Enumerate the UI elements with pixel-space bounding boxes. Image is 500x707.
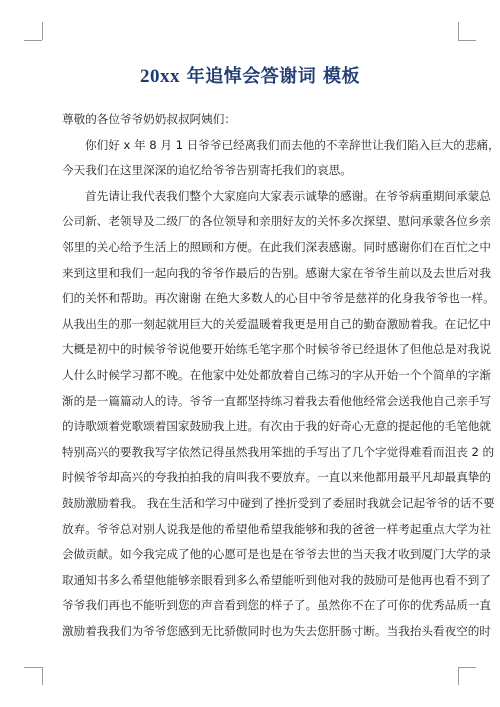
crop-mark-bottom-left-horizontal: [24, 667, 42, 668]
body-line: 激励着我我们为爷爷您感到无比骄傲同时也为失去您肝肠寸断。当我抬头看夜空的时: [62, 623, 491, 638]
body-line: 们的关怀和帮助。再次谢谢 在绝大多数人的心目中爷爷是慈祥的化身我爷爷也一样。: [62, 291, 495, 306]
body-line: 从我出生的那一刻起就用巨大的关爱温暖着我更是用自己的勤奋激励着我。在记忆中: [62, 316, 491, 331]
body-line: 公司新、老领导及二级厂的各位领导和亲朋好友的关怀多次探望、慰问承蒙各位乡亲: [62, 214, 491, 229]
body-line: 特别高兴的要教我写字依然记得虽然我用笨拙的手写出了几个字觉得难看而沮丧 2 的: [62, 444, 495, 459]
crop-mark-top-left-horizontal: [24, 40, 42, 41]
body-line: 人什么时候学习都不晚。在他家中处处都放着自己练习的字从开始一个个简单的字渐: [62, 367, 491, 382]
body-line: 取通知书多么希望他能够亲眼看到多么希望能听到他对我的鼓励可是他再也看不到了: [62, 572, 491, 587]
body-line: 放弃。爷爷总对别人说我是他的希望他希望我能够和我的爸爸一样考起重点大学为社: [62, 521, 491, 536]
document-body: [62, 107, 500, 644]
body-line: 大概是初中的时候爷爷说他要开始练毛笔字那个时候爷爷已经退休了但他总是对我说: [62, 342, 491, 357]
body-line: 鼓励激励着我。 我在生活和学习中碰到了挫折受到了委屈时我就会记起爷爷的话不要: [62, 495, 495, 510]
body-line: 渐的是一篇篇动人的诗。爷爷一直都坚持练习着我去看他他经常会送我他自己亲手写: [62, 393, 491, 408]
document-title: [0, 62, 500, 88]
body-line: 来到这里和我们一起向我的爷爷作最后的告别。感谢大家在爷爷生前以及去世后对我: [62, 265, 491, 280]
body-line: 会做贡献。如今我完成了他的心愿可是也是在爷爷去世的当天我才收到厦门大学的录: [62, 547, 491, 562]
crop-mark-bottom-right-horizontal: [458, 667, 476, 668]
crop-mark-top-right-horizontal: [458, 40, 476, 41]
body-line: 爷爷我们再也不能听到您的声音看到您的样子了。虽然你不在了可你的优秀品质一直: [62, 598, 491, 613]
body-line: 首先请让我代表我们整个大家庭向大家表示诚挚的感谢。在爷爷病重期间承蒙总: [85, 188, 491, 203]
document-title-text: 年追悼会答谢词 模板: [179, 66, 361, 87]
document-title-year: 20xx: [139, 66, 180, 87]
body-line: 你们好 x 年 8 月 1 日爷爷已经离我们而去他的不幸辞世让我们陷入巨大的悲痛，: [85, 137, 500, 152]
body-line: 的诗歌颂着党歌颂着国家鼓励我上进。有次由于我的好奇心无意的提起他的毛笔他就: [62, 419, 491, 434]
crop-mark-bottom-right-vertical: [458, 667, 459, 685]
crop-mark-top-left-vertical: [42, 22, 43, 40]
body-line: 邻里的关心给予生活上的照顾和方便。在此我们深表感谢。同时感谢你们在百忙之中: [62, 239, 491, 254]
body-line: 时候爷爷却高兴的夸我拍拍我的肩叫我不要放弃。一直以来他都用最平凡却最真挚的: [62, 470, 491, 485]
crop-mark-bottom-left-vertical: [42, 667, 43, 685]
salutation-line: 尊敬的各位爷爷奶奶叔叔阿姨们：: [62, 112, 236, 126]
body-line: 今天我们在这里深深的追忆给爷爷告别寄托我们的哀思。: [62, 163, 352, 178]
crop-mark-top-right-vertical: [458, 22, 459, 40]
